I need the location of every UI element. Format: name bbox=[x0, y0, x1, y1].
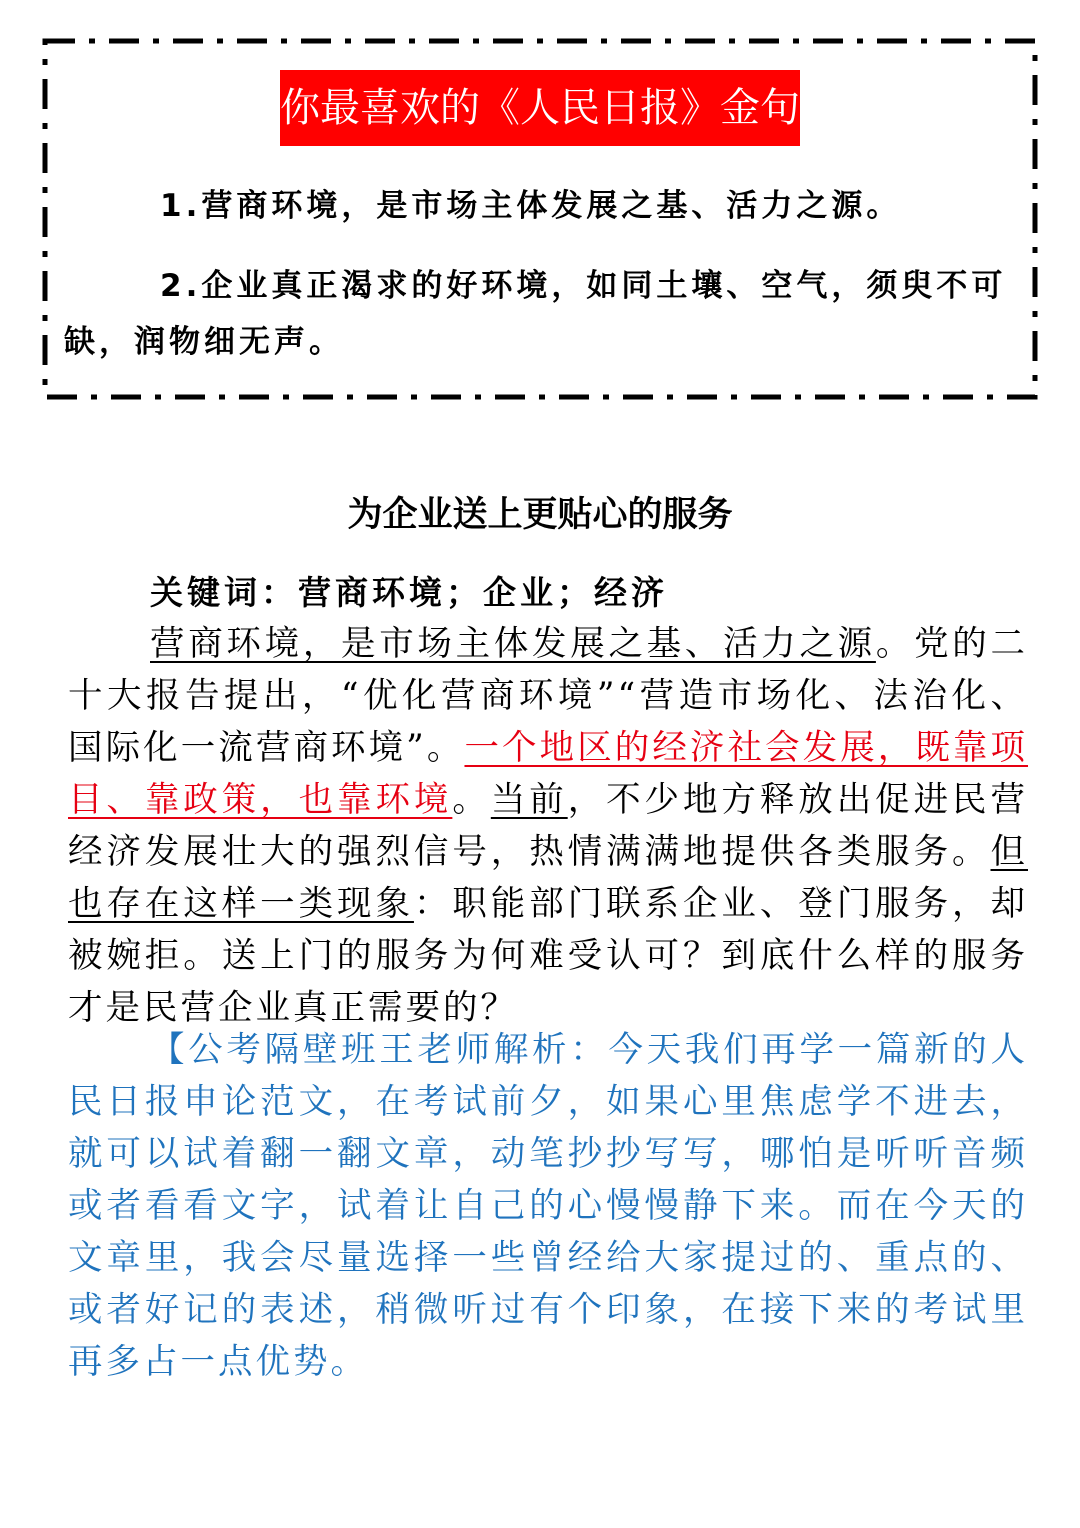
article-body: 营商环境，是市场主体发展之基、活力之源。党的二十大报告提出，“优化营商环境”“营造市场化、法治化、国际化一流营商环境”。一个地区的经济社会发展，既靠项目、靠政策，也靠环境。当前，不少地方释放出促进民营经济发展壮大的强烈信号，热情满满地提供各类服务。但也存在这样一类现象：职能部门联系企业、登门服务，却被婉拒。送上门的服务为何难受认可？到底什么样的服务才是民营企业真正需要的？ bbox=[68, 624, 1029, 1028]
red-highlight-phrase: 一个地区的经济社会发展，既靠项目、靠政策，也靠环境 bbox=[68, 728, 1029, 820]
underlined-phrase: 但也存在这样一类现象 bbox=[68, 832, 1028, 924]
quote-item-1: 1.营商环境，是市场主体发展之基、活力之源。 bbox=[160, 188, 902, 224]
underlined-phrase: 营商环境，是市场主体发展之基、活力之源 bbox=[150, 624, 876, 664]
article-keywords: 关键词：营商环境；企业；经济 bbox=[150, 573, 668, 612]
article-title: 为企业送上更贴心的服务 bbox=[347, 495, 733, 535]
underlined-phrase: 当前 bbox=[490, 780, 568, 820]
quote-box-title: 你最喜欢的《人民日报》金句 bbox=[280, 70, 800, 146]
quote-item-2: 2.企业真正渴求的好环境，如同土壤、空气，须臾不可缺，润物细无声。 bbox=[64, 268, 1007, 360]
teacher-analysis: 【公考隔壁班王老师解析：今天我们再学一篇新的人民日报申论范文，在考试前夕，如果心里焦虑学不进去，就可以试着翻一翻文章，动笔抄抄写写，哪怕是听听音频或者看看文字，试着让自己的心慢慢静下来。而在今天的文章里，我会尽量选择一些曾经给大家提过的、重点的、或者好记的表述，稍微听过有个印象，在接下来的考试里再多占一点优势。 bbox=[68, 1030, 1028, 1382]
quote-box bbox=[42, 38, 1038, 400]
